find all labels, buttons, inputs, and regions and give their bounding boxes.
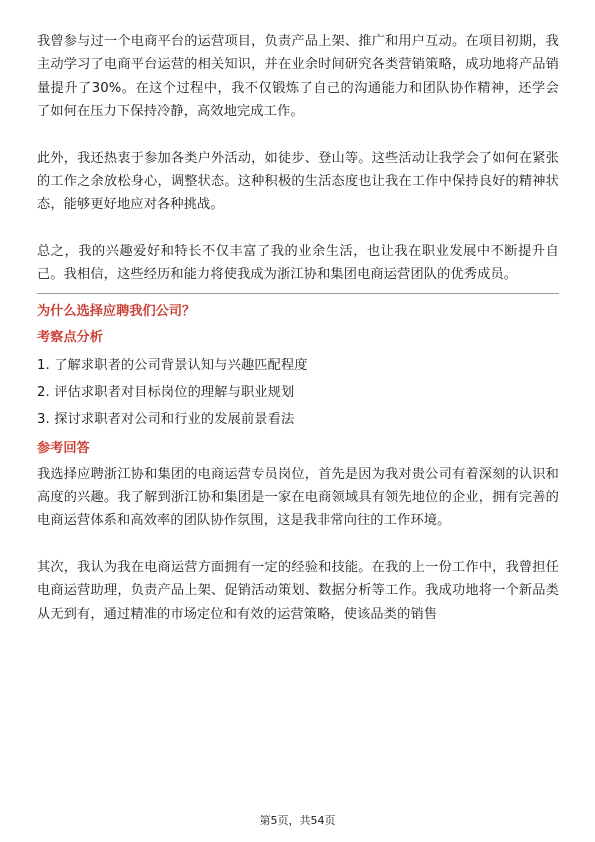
list-item: 1. 了解求职者的公司背景认知与兴趣匹配程度 [37, 357, 308, 373]
intro-paragraph-1: 我曾参与过一个电商平台的运营项目，负责产品上架、推广和用户互动。在项目初期，我主动学习了电商平台运营的相关知识，并在业余时间研究各类营销策略，成功地将产品销量提升了30%。在这个过程中，我不仅锻炼了自己的沟通能力和团队协作精神，还学会了如何在压力下保持冷静，高效地完成工作。 [37, 34, 559, 120]
question-title: 为什么选择应聘我们公司？ [37, 303, 196, 319]
paragraph-gap [37, 217, 559, 240]
answer-paragraph-2: 其次，我认为我在电商运营方面拥有一定的经验和技能。在我的上一份工作中，我曾担任电商运营助理，负责产品上架、促销活动策划、数据分析等工作。我成功地将一个新品类从无到有，通过精准的市场定位和有效的运营策略，使该品类的销售 [37, 559, 559, 622]
analysis-points-list [37, 352, 559, 433]
answer-heading: 参考回答 [37, 440, 90, 456]
analysis-heading: 考察点分析 [37, 329, 103, 345]
answer-paragraph-1: 我选择应聘浙江协和集团的电商运营专员岗位，首先是因为我对贵公司有着深刻的认识和高度的兴趣。我了解到浙江协和集团是一家在电商领域具有领先地位的企业，拥有完善的电商运营体系和高效率的团队协作氛围，这是我非常向往的工作环境。 [37, 466, 559, 529]
page-number: 第5页，共54页 [259, 814, 336, 827]
list-item: 2. 评估求职者对目标岗位的理解与职业规划 [37, 384, 295, 400]
section-divider [37, 293, 559, 294]
intro-paragraph-2: 此外，我还热衷于参加各类户外活动，如徒步、登山等。这些活动让我学会了如何在紧张的工作之余放松身心，调整状态。这种积极的生活态度也让我在工作中保持良好的精神状态，能够更好地应对各种挑战。 [37, 150, 559, 213]
intro-paragraph-3: 总之，我的兴趣爱好和特长不仅丰富了我的业余生活，也让我在职业发展中不断提升自己。我相信，这些经历和能力将使我成为浙江协和集团电商运营团队的优秀成员。 [37, 243, 559, 283]
paragraph-gap [37, 124, 559, 147]
page-content [37, 30, 559, 626]
list-item: 3. 探讨求职者对公司和行业的发展前景看法 [37, 411, 295, 427]
paragraph-gap [37, 533, 559, 556]
